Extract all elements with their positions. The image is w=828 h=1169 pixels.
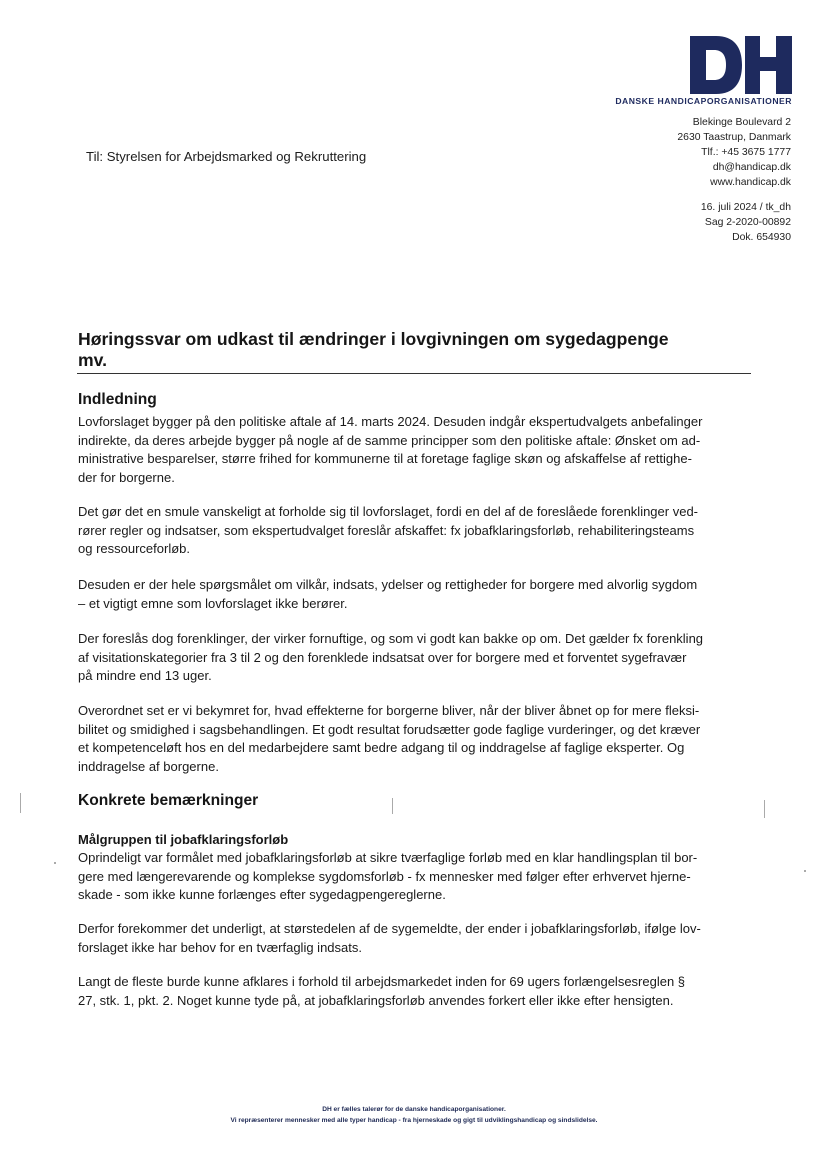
text-line: Oprindeligt var formålet med jobafklaringsforløb at sikre tværfaglige forløb med en klar handlingsplan til bor- (78, 850, 698, 865)
text-line: og ressourceforløb. (78, 541, 190, 557)
recipient-line: Til: Styrelsen for Arbejdsmarked og Rekruttering (86, 149, 367, 164)
text-line: Der foreslås dog forenklinger, der virker fornuftige, og som vi godt kan bakke op om. Det gælder fx forenkling (78, 631, 704, 646)
text-line: der for borgerne. (78, 469, 175, 485)
footer-line-2: Vi repræsenterer mennesker med alle typer handicap - fra hjerneskade og gigt til udviklingshandicap og sindslidelse. (230, 1117, 598, 1124)
text-line: Det gør det en smule vanskeligt at forholde sig til lovforslaget, fordi en del af de foreslåede forenklinger ved- (78, 504, 699, 519)
address-city: 2630 Taastrup, Danmark (677, 132, 791, 143)
paragraph (78, 702, 754, 776)
text-line: rører regler og indsatser, som ekspertudvalget foreslår afskaffet: fx jobafklaringsforløb, rehabiliteringsteams (78, 522, 695, 538)
paragraph (78, 973, 754, 1010)
scan-mark (392, 798, 393, 814)
section-heading-indledning: Indledning (78, 391, 157, 408)
text-line: – et vigtigt emne som lovforslaget ikke berører. (78, 595, 348, 611)
subsection-heading: Målgruppen til jobafklaringsforløb (78, 832, 289, 847)
scan-mark (804, 870, 806, 872)
text-line: indirekte, da deres arbejde bygger på nogle af de samme principper som den politiske aftale: Ønsket om ad- (78, 432, 701, 448)
title-line-2: mv. (78, 350, 108, 370)
text-line: ministrative besparelser, større frihed for kommunerne til at foretage faglige skøn og afskaffelse af rettighe- (78, 451, 692, 467)
meta-doc-number: Dok. 654930 (732, 232, 791, 243)
organisation-name: DANSKE HANDICAPORGANISATIONER (615, 96, 792, 106)
paragraph (78, 576, 754, 613)
text-line: Langt de fleste burde kunne afklares i forhold til arbejdsmarkedet inden for 69 ugers forlængelsesreglen § (78, 974, 686, 989)
text-line: bilitet og smidighed i sagsbehandlingen. Et godt resultat forudsætter gode faglige vurderinger, og det kræver (78, 721, 701, 737)
address-website[interactable]: www.handicap.dk (710, 177, 791, 188)
document-title (78, 329, 758, 371)
paragraph (78, 413, 754, 487)
paragraph (78, 849, 754, 905)
document-meta (560, 200, 791, 245)
paragraph (78, 630, 754, 686)
text-line: af visitationskategorier fra 3 til 2 og den forenklede indsatsat over for borgere med et forventet sygefravær (78, 649, 687, 665)
text-line: et kompetenceløft hos en del medarbejdere samt bedre adgang til og inddragelse af faglige eksperter. Og (78, 740, 685, 756)
footer-line-1: DH er fælles talerør for de danske handicaporganisationer. (322, 1106, 506, 1113)
text-line: skade - som ikke kunne forlænges efter sygedagpengereglerne. (78, 887, 446, 903)
text-line: inddragelse af borgerne. (78, 758, 219, 774)
text-line: gere med længerevarende og komplekse sygdomsforløb - fx mennesker med følger efter erhvervet hjerne- (78, 868, 691, 884)
paragraph (78, 920, 754, 957)
paragraph (78, 503, 754, 559)
scan-mark (764, 800, 765, 818)
sender-address (560, 115, 791, 190)
title-divider (77, 373, 751, 374)
address-street: Blekinge Boulevard 2 (692, 117, 791, 128)
meta-date: 16. juli 2024 / tk_dh (700, 202, 791, 213)
text-line: Overordnet set er vi bekymret for, hvad effekterne for borgerne bliver, når der bliver åbnet op for mere fleksi- (78, 703, 700, 718)
text-line: forslaget ikke har behov for en tværfaglig indsats. (78, 939, 362, 955)
section-heading-konkrete: Konkrete bemærkninger (78, 792, 259, 809)
text-line: Desuden er der hele spørgsmålet om vilkår, indsats, ydelser og rettigheder for borgere med alvorlig sygdom (78, 577, 698, 592)
text-line: Derfor forekommer det underligt, at størstedelen af de sygemeldte, der ender i jobafklaringsforløb, ifølge lov- (78, 921, 701, 936)
address-phone: Tlf.: +45 3675 1777 (701, 147, 791, 158)
scan-mark (54, 862, 56, 864)
scan-mark (20, 793, 21, 813)
text-line: 27, stk. 1, pkt. 2. Noget kunne tyde på, at jobafklaringsforløb anvendes forkert eller ikke efter hensigten. (78, 992, 674, 1008)
text-line: Lovforslaget bygger på den politiske aftale af 14. marts 2024. Desuden indgår ekspertudvalgets anbefalinger (78, 414, 703, 429)
title-line-1: Høringssvar om udkast til ændringer i lovgivningen om sygedagpenge (78, 329, 669, 349)
dh-logo-icon (690, 36, 792, 94)
meta-case-number: Sag 2-2020-00892 (704, 217, 791, 228)
text-line: på mindre end 13 uger. (78, 668, 212, 684)
address-email[interactable]: dh@handicap.dk (712, 162, 791, 173)
dh-logo (690, 36, 792, 94)
